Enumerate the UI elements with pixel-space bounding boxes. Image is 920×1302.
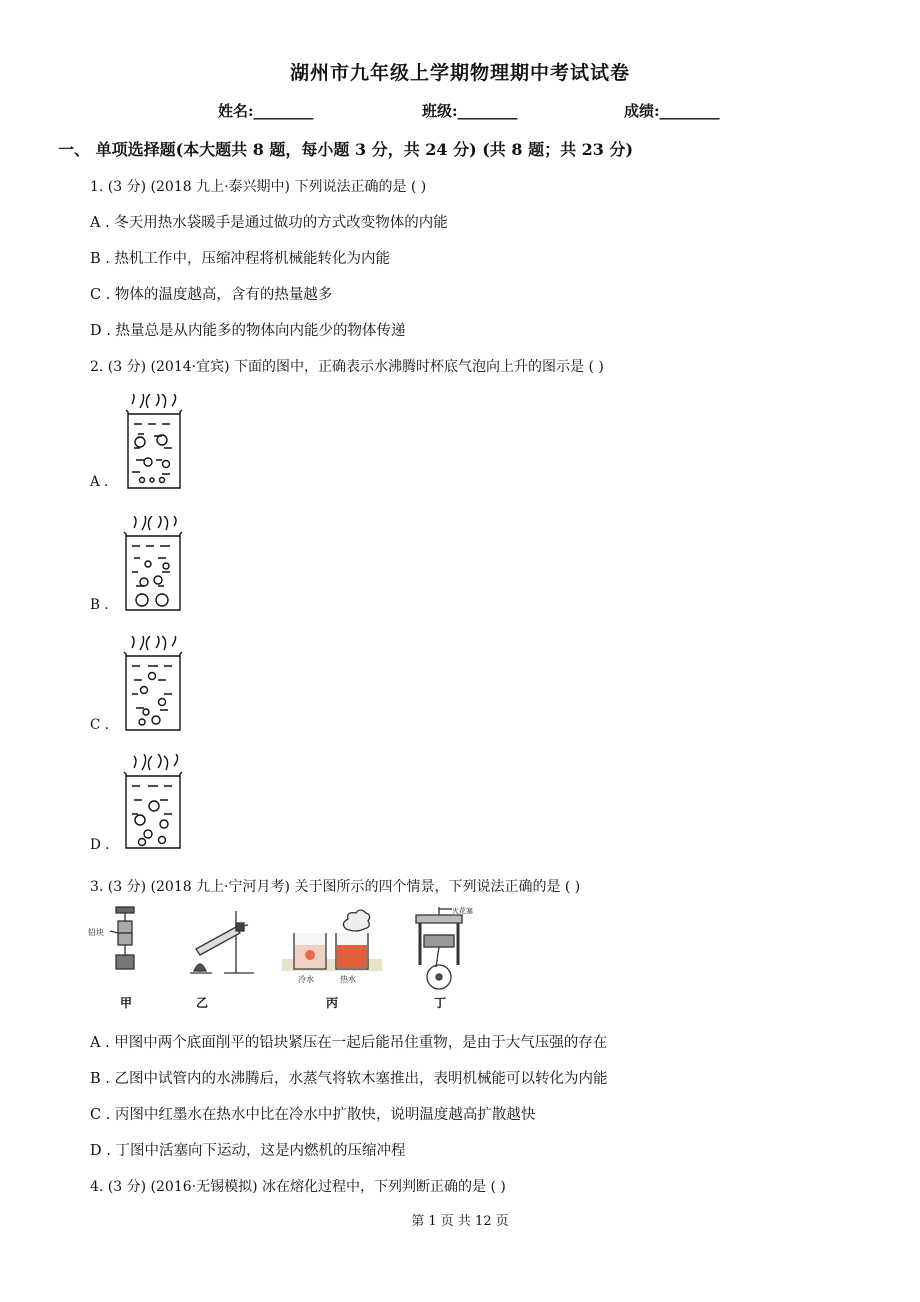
question-3-option-c: C . 丙图中红墨水在热水中比在冷水中扩散快，说明温度越高扩散越快 xyxy=(90,1107,536,1123)
question-2-option-d-letter: D . xyxy=(90,837,110,853)
question-1-stem: 1. (3 分) (2018 九上·泰兴期中) 下列说法正确的是 ( ) xyxy=(90,179,427,195)
label-bing: 丙 xyxy=(326,996,339,1010)
beaker-figure-c xyxy=(118,636,188,736)
figure-jia-lead-blocks xyxy=(110,907,134,969)
question-2-stem: 2. (3 分) (2014·宜宾) 下面的图中，正确表示水沸腾时杯底气泡向上升的图示是 ( ) xyxy=(90,359,604,375)
class-field-label: 班级:________ xyxy=(422,102,518,120)
figure-ding-engine xyxy=(416,907,462,989)
question-2-option-a-letter: A . xyxy=(90,474,109,490)
label-jia: 甲 xyxy=(120,996,133,1010)
exam-title: 湖州市九年级上学期物理期中考试试卷 xyxy=(289,62,630,84)
question-1-option-d: D . 热量总是从内能多的物体向内能少的物体传递 xyxy=(90,323,406,339)
label-ding: 丁 xyxy=(434,996,447,1010)
beaker-figure-d xyxy=(118,754,188,854)
section-title: 一、 单项选择题(本大题共 8 题，每小题 3 分，共 24 分) (共 8 题；共 23 分) xyxy=(58,140,634,159)
name-field-label: 姓名:________ xyxy=(218,102,314,120)
beaker-figure-b xyxy=(118,516,188,616)
score-field-label: 成绩:________ xyxy=(624,102,720,120)
question-3-stem: 3. (3 分) (2018 九上·宁河月考) 关于图所示的四个情景，下列说法正确的是 ( ) xyxy=(90,879,581,895)
label-yi: 乙 xyxy=(196,996,209,1010)
question-3-option-b: B . 乙图中试管内的水沸腾后，水蒸气将软木塞推出，表明机械能可以转化为内能 xyxy=(90,1071,608,1087)
figure-bing-beakers xyxy=(282,910,382,971)
label-spark-plug: 火花塞 xyxy=(452,907,473,915)
question-3-option-d: D . 丁图中活塞向下运动，这是内燃机的压缩冲程 xyxy=(90,1143,406,1159)
figure-yi-test-tube xyxy=(190,911,254,973)
question-3-figure xyxy=(86,905,486,1017)
question-1-option-c: C . 物体的温度越高，含有的热量越多 xyxy=(90,287,333,303)
question-1-option-b: B . 热机工作中，压缩冲程将机械能转化为内能 xyxy=(90,251,390,267)
question-1-option-a: A . 冬天用热水袋暖手是通过做功的方式改变物体的内能 xyxy=(90,215,448,231)
label-lead-block: 铅块 xyxy=(88,928,104,937)
question-2-option-b-letter: B . xyxy=(90,597,109,613)
page-footer: 第 1 页 共 12 页 xyxy=(411,1214,509,1229)
beaker-figure-a xyxy=(118,394,188,494)
label-cold-water: 冷水 xyxy=(298,975,314,984)
label-hot-water: 热水 xyxy=(340,975,356,984)
question-2-option-c-letter: C . xyxy=(90,717,109,733)
question-3-option-a: A . 甲图中两个底面削平的铅块紧压在一起后能吊住重物，是由于大气压强的存在 xyxy=(90,1035,608,1051)
question-4-stem: 4. (3 分) (2016·无锡模拟) 冰在熔化过程中，下列判断正确的是 ( ) xyxy=(90,1179,506,1195)
